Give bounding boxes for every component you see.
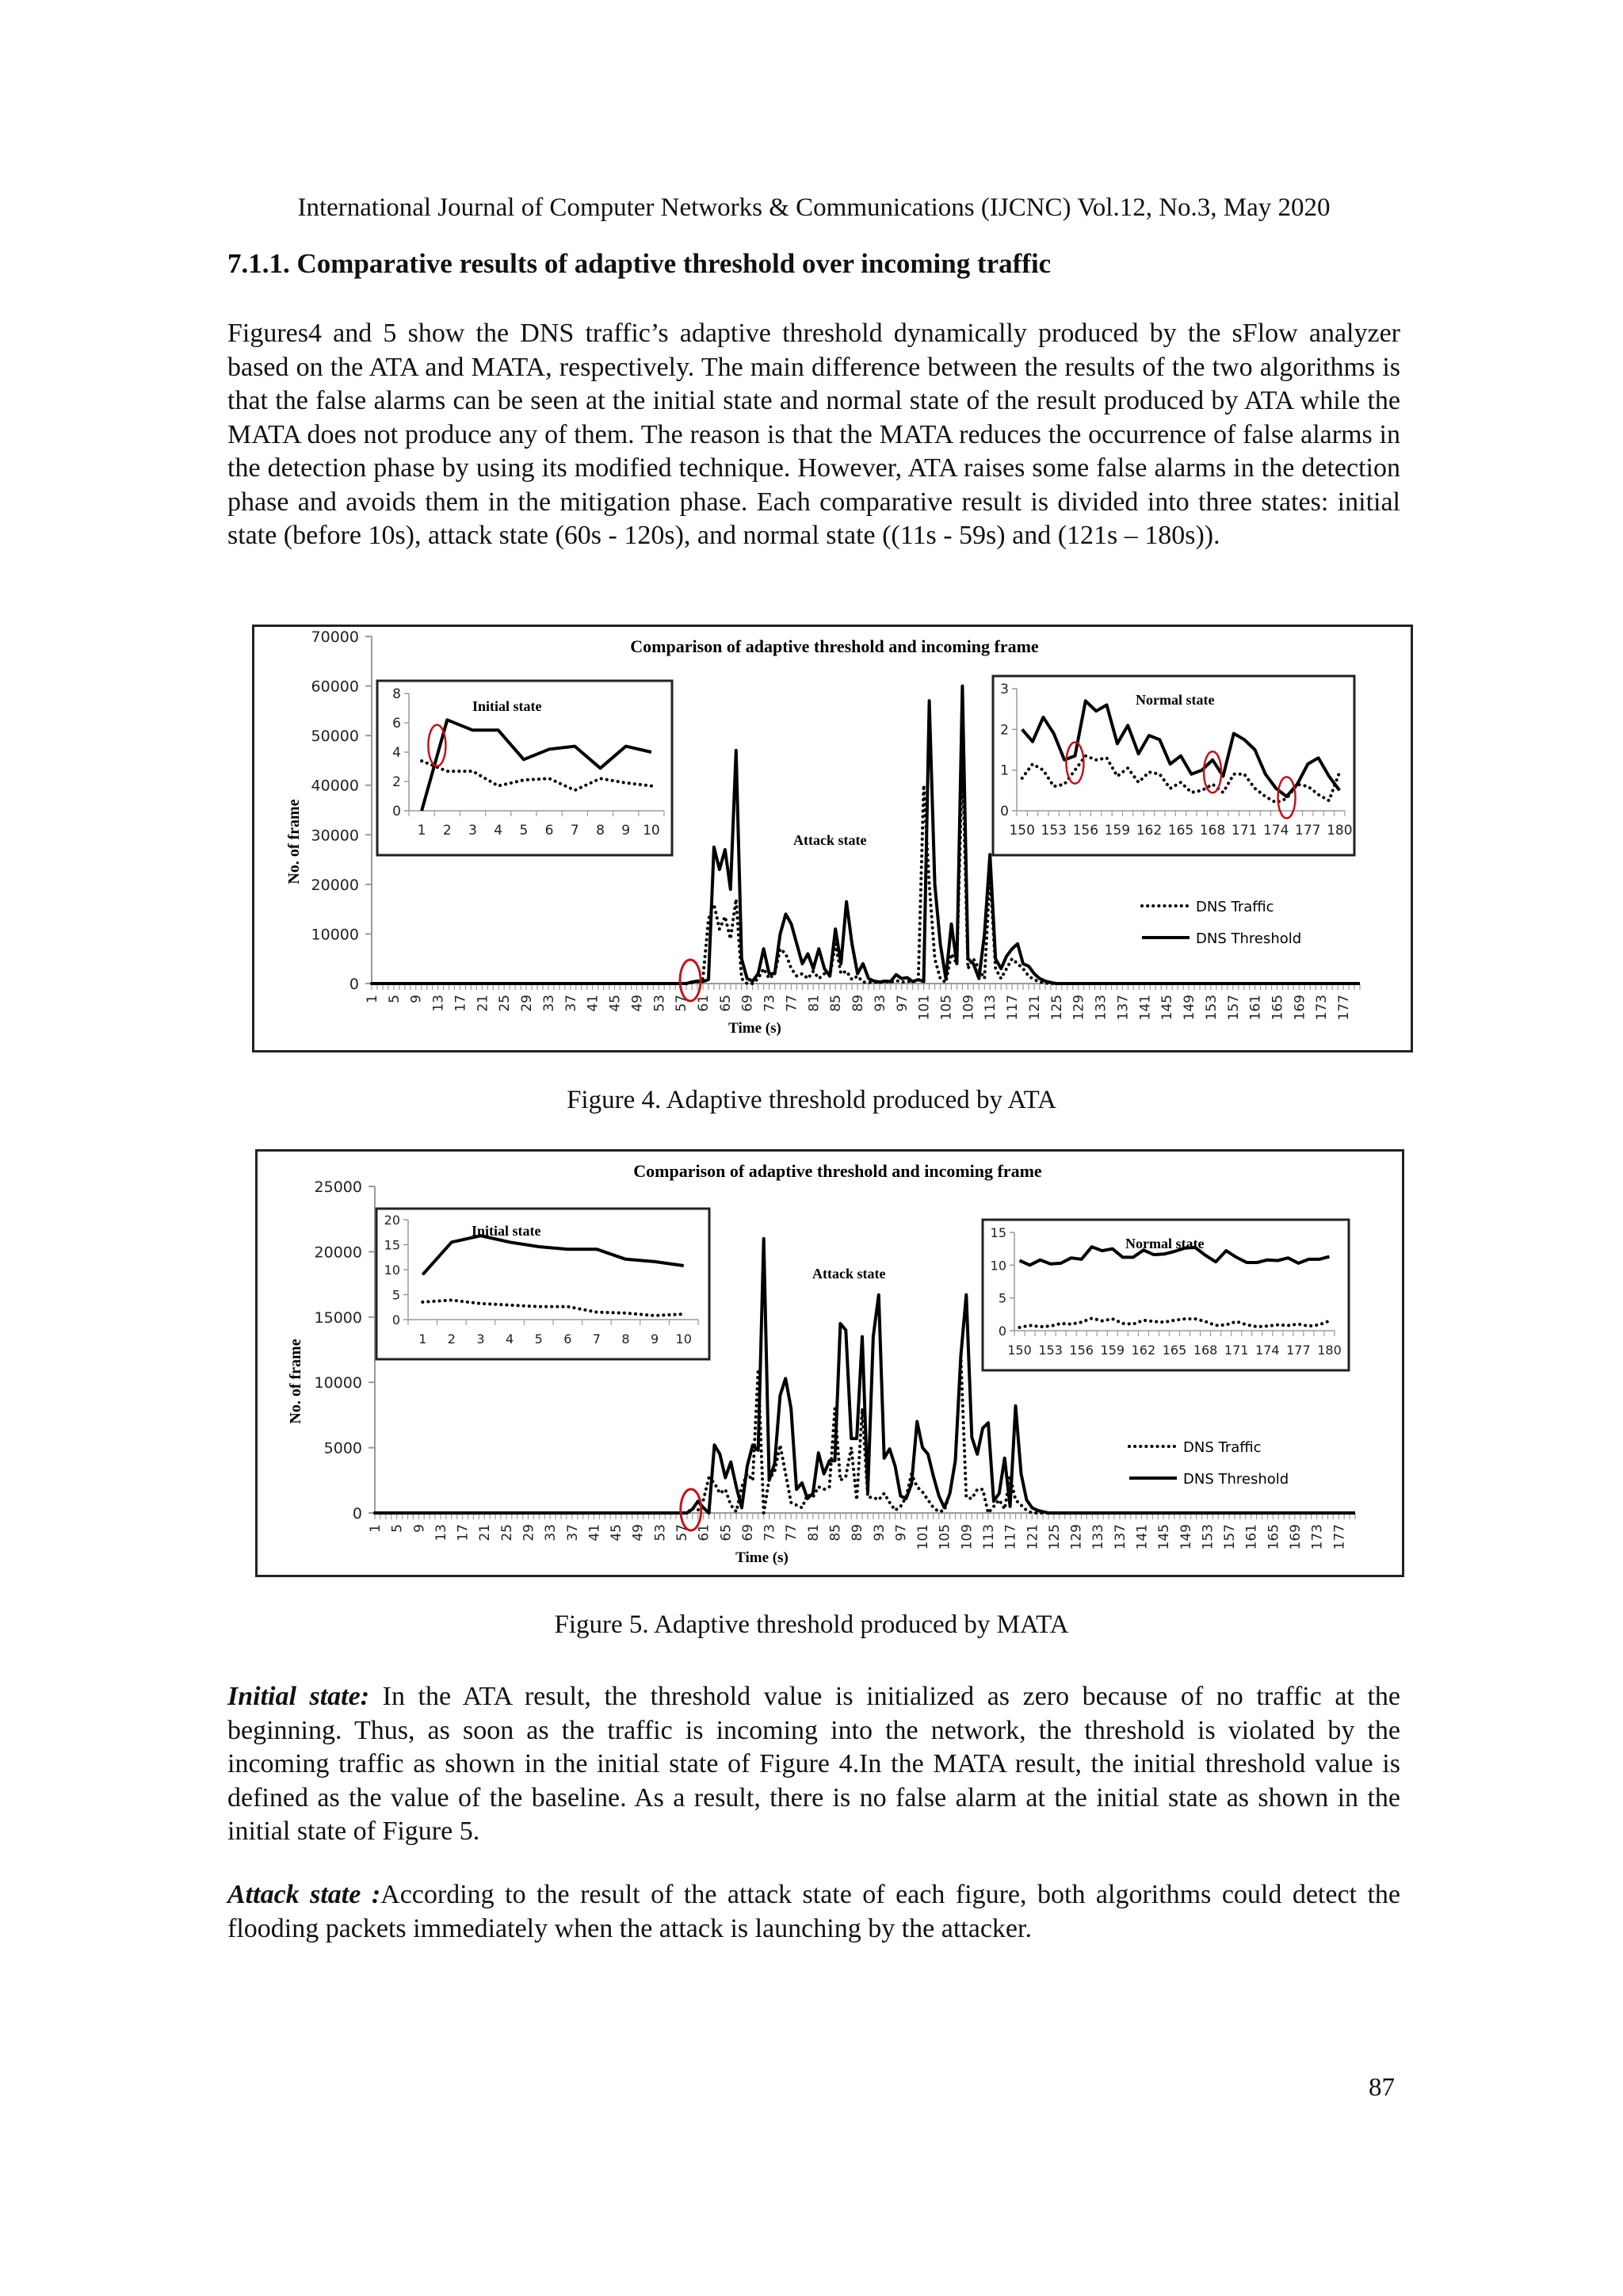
inset-x-tick-label: 7 [570, 823, 579, 839]
y-tick-label: 10000 [314, 1374, 362, 1392]
x-tick-label: 57 [674, 1524, 690, 1541]
y-tick-label: 25000 [314, 1179, 362, 1196]
x-tick-label: 65 [717, 995, 734, 1012]
x-tick-label: 57 [674, 995, 690, 1012]
inset-x-tick-label: 162 [1136, 823, 1163, 839]
inset-x-tick-label: 7 [592, 1331, 601, 1347]
x-tick-label: 157 [1225, 995, 1242, 1021]
attack-state-label: Attack state : [227, 1880, 381, 1909]
inset-y-tick-label: 15 [384, 1237, 400, 1253]
x-tick-label: 101 [915, 1524, 932, 1550]
x-tick-label: 53 [651, 995, 668, 1012]
inset-x-tick-label: 168 [1199, 823, 1226, 839]
x-tick-label: 9 [411, 1524, 428, 1533]
inset-x-tick-label: 156 [1072, 823, 1099, 839]
x-tick-label: 169 [1292, 995, 1308, 1021]
x-tick-label: 149 [1178, 1524, 1194, 1550]
x-axis-label: Time (s) [735, 1549, 789, 1566]
inset-initial-state [377, 681, 672, 855]
chart-title: Comparison of adaptive threshold and incoming frame [630, 636, 1039, 656]
x-tick-label: 89 [850, 995, 867, 1012]
x-tick-label: 5 [389, 1524, 406, 1533]
x-tick-label: 13 [433, 1524, 449, 1541]
inset-x-tick-label: 168 [1193, 1343, 1218, 1358]
x-tick-label: 113 [980, 1524, 997, 1550]
inset-x-tick-label: 174 [1255, 1343, 1280, 1358]
x-tick-label: 109 [960, 995, 977, 1021]
x-tick-label: 97 [894, 995, 911, 1012]
x-tick-label: 105 [937, 1524, 953, 1550]
x-tick-label: 129 [1068, 1524, 1085, 1550]
x-tick-label: 93 [872, 995, 888, 1012]
inset-normal-state [983, 1220, 1349, 1370]
y-tick-label: 70000 [311, 628, 359, 646]
inset-x-tick-label: 177 [1286, 1343, 1311, 1358]
inset-x-tick-label: 153 [1041, 823, 1067, 839]
x-tick-label: 1 [368, 1524, 384, 1533]
x-tick-label: 165 [1270, 995, 1286, 1021]
x-tick-label: 13 [430, 995, 447, 1012]
inset-x-tick-label: 8 [596, 823, 605, 839]
inset-x-tick-label: 180 [1317, 1343, 1342, 1358]
figure-4-chart [252, 625, 1413, 1052]
x-tick-label: 25 [498, 1524, 515, 1541]
x-tick-label: 77 [784, 995, 800, 1012]
attack-state-text: According to the result of the attack state of each figure, both algorithms could detect the flooding packets immediately when the attack is launching by the attacker. [227, 1880, 1401, 1943]
x-tick-label: 77 [784, 1524, 800, 1541]
inset-y-tick-label: 20 [384, 1213, 400, 1228]
y-tick-label: 0 [349, 976, 359, 993]
inset-y-tick-label: 10 [384, 1263, 400, 1278]
x-tick-label: 17 [455, 1524, 472, 1541]
x-tick-label: 141 [1137, 995, 1154, 1021]
x-tick-label: 73 [762, 995, 778, 1012]
x-tick-label: 145 [1156, 1524, 1173, 1550]
inset-x-tick-label: 1 [417, 823, 426, 839]
inset-y-tick-label: 4 [392, 745, 401, 761]
inset-y-tick-label: 2 [392, 774, 401, 790]
x-tick-label: 49 [630, 1524, 647, 1541]
x-tick-label: 41 [586, 1524, 603, 1541]
x-tick-label: 157 [1222, 1524, 1239, 1550]
inset-x-tick-label: 159 [1100, 1343, 1125, 1358]
inset-title: Initial state [472, 698, 542, 714]
inset-title: Initial state [472, 1223, 541, 1239]
legend-traffic-label: DNS Traffic [1196, 899, 1274, 915]
inset-initial-state [376, 1209, 709, 1359]
page-number: 87 [1369, 2073, 1395, 2102]
inset-x-tick-label: 177 [1295, 823, 1321, 839]
x-tick-label: 85 [827, 1524, 844, 1541]
x-tick-label: 61 [696, 1524, 712, 1541]
x-tick-label: 149 [1182, 995, 1198, 1021]
inset-y-tick-label: 3 [1000, 682, 1009, 697]
inset-x-tick-label: 2 [447, 1331, 456, 1347]
x-tick-label: 169 [1287, 1524, 1304, 1550]
legend-threshold-label: DNS Threshold [1183, 1471, 1289, 1488]
x-tick-label: 153 [1200, 1524, 1216, 1550]
section-heading: 7.1.1. Comparative results of adaptive threshold over incoming traffic [227, 248, 1052, 279]
x-tick-label: 145 [1159, 995, 1176, 1021]
inset-x-tick-label: 174 [1262, 823, 1289, 839]
x-tick-label: 69 [739, 1524, 756, 1541]
x-tick-label: 153 [1203, 995, 1220, 1021]
x-tick-label: 109 [959, 1524, 976, 1550]
x-tick-label: 45 [607, 995, 624, 1012]
inset-y-tick-label: 8 [392, 686, 401, 702]
y-tick-label: 15000 [314, 1308, 362, 1327]
y-axis-label: No. of frame [287, 1339, 304, 1424]
x-tick-label: 81 [805, 1524, 822, 1541]
x-tick-label: 53 [652, 1524, 669, 1541]
inset-x-tick-label: 2 [442, 823, 452, 839]
y-tick-label: 60000 [311, 678, 359, 696]
y-tick-label: 0 [352, 1505, 362, 1522]
attack-state-label: Attack state [793, 832, 867, 848]
inset-x-tick-label: 5 [534, 1331, 543, 1347]
x-tick-label: 61 [695, 995, 712, 1012]
inset-x-tick-label: 3 [476, 1331, 485, 1347]
x-tick-label: 105 [938, 995, 955, 1021]
x-tick-label: 41 [585, 995, 601, 1012]
x-tick-label: 29 [521, 1524, 537, 1541]
x-tick-label: 93 [871, 1524, 888, 1541]
figure-4-plot [254, 627, 1411, 1050]
x-tick-label: 37 [563, 995, 579, 1012]
x-tick-label: 129 [1071, 995, 1087, 1021]
x-tick-label: 33 [540, 995, 557, 1012]
x-tick-label: 141 [1134, 1524, 1151, 1550]
x-tick-label: 101 [916, 995, 933, 1021]
x-tick-label: 81 [806, 995, 823, 1012]
x-tick-label: 85 [828, 995, 845, 1012]
inset-x-tick-label: 171 [1224, 1343, 1249, 1358]
inset-x-tick-label: 153 [1038, 1343, 1063, 1358]
inset-x-tick-label: 9 [621, 823, 631, 839]
inset-x-tick-label: 8 [621, 1331, 630, 1347]
x-tick-label: 161 [1247, 995, 1264, 1021]
x-tick-label: 69 [739, 995, 756, 1012]
inset-x-tick-label: 171 [1231, 823, 1258, 839]
x-tick-label: 97 [893, 1524, 910, 1541]
inset-y-tick-label: 0 [392, 804, 401, 819]
inset-y-tick-label: 6 [392, 716, 401, 732]
figure-5-chart [255, 1149, 1404, 1577]
inset-y-tick-label: 5 [998, 1290, 1006, 1306]
inset-x-tick-label: 10 [643, 823, 660, 839]
attack-state-paragraph [227, 1878, 1400, 1946]
inset-x-tick-label: 10 [675, 1331, 692, 1347]
inset-x-tick-label: 4 [494, 823, 503, 839]
inset-y-tick-label: 15 [990, 1225, 1006, 1240]
x-tick-label: 25 [497, 995, 514, 1012]
x-tick-label: 9 [408, 995, 425, 1003]
y-tick-label: 20000 [314, 1244, 362, 1262]
initial-state-paragraph [227, 1680, 1400, 1849]
x-tick-label: 121 [1025, 1524, 1041, 1550]
x-tick-label: 161 [1243, 1524, 1260, 1550]
inset-y-tick-label: 0 [1000, 804, 1009, 819]
inset-x-tick-label: 150 [1009, 823, 1035, 839]
running-header: International Journal of Computer Networks & Communications (IJCNC) Vol.12, No.3, May 2020 [297, 193, 1331, 222]
x-tick-label: 121 [1026, 995, 1043, 1021]
y-tick-label: 10000 [311, 926, 359, 944]
inset-y-tick-label: 1 [1000, 762, 1009, 779]
inset-title: Normal state [1136, 692, 1215, 708]
inset-y-tick-label: 0 [998, 1324, 1006, 1339]
inset-x-tick-label: 6 [544, 823, 554, 839]
x-tick-label: 173 [1314, 995, 1331, 1021]
x-tick-label: 125 [1048, 995, 1065, 1021]
inset-x-tick-label: 9 [651, 1331, 659, 1347]
inset-y-tick-label: 5 [391, 1287, 400, 1303]
x-tick-label: 65 [718, 1524, 735, 1541]
x-tick-label: 177 [1331, 1524, 1348, 1550]
x-tick-label: 117 [1005, 995, 1022, 1021]
y-tick-label: 30000 [311, 827, 359, 845]
inset-normal-state [993, 676, 1354, 855]
inset-x-tick-label: 4 [506, 1331, 514, 1347]
x-tick-label: 133 [1090, 1524, 1107, 1550]
x-tick-label: 137 [1112, 1524, 1128, 1550]
initial-state-label: Initial state: [227, 1682, 370, 1711]
inset-y-tick-label: 10 [990, 1258, 1006, 1274]
x-tick-label: 29 [519, 995, 536, 1012]
x-tick-label: 133 [1093, 995, 1109, 1021]
inset-x-tick-label: 165 [1162, 1343, 1187, 1358]
figure-4-caption: Figure 4. Adaptive threshold produced by ATA [567, 1086, 1056, 1114]
x-tick-label: 49 [629, 995, 646, 1012]
y-tick-label: 20000 [311, 876, 359, 894]
attack-state-label: Attack state [812, 1266, 886, 1282]
y-tick-label: 40000 [311, 777, 359, 795]
x-tick-label: 1 [365, 995, 380, 1003]
x-tick-label: 165 [1266, 1524, 1282, 1550]
x-tick-label: 21 [477, 1524, 494, 1541]
x-tick-label: 173 [1309, 1524, 1326, 1550]
x-tick-label: 5 [386, 995, 403, 1003]
x-tick-label: 137 [1115, 995, 1132, 1021]
figure-5-caption: Figure 5. Adaptive threshold produced by MATA [554, 1610, 1069, 1639]
figure-5-plot [258, 1152, 1402, 1575]
x-tick-label: 45 [609, 1524, 625, 1541]
x-tick-label: 17 [453, 995, 469, 1012]
inset-x-tick-label: 165 [1167, 823, 1194, 839]
x-tick-label: 37 [564, 1524, 581, 1541]
y-tick-label: 5000 [323, 1439, 362, 1457]
inset-x-tick-label: 180 [1327, 823, 1353, 839]
inset-y-tick-label: 2 [1000, 722, 1009, 739]
x-tick-label: 177 [1336, 995, 1353, 1021]
x-tick-label: 73 [762, 1524, 778, 1541]
chart-title: Comparison of adaptive threshold and incoming frame [633, 1161, 1042, 1181]
inset-x-tick-label: 6 [563, 1331, 572, 1347]
inset-x-tick-label: 150 [1007, 1343, 1032, 1358]
inset-x-tick-label: 5 [519, 823, 529, 839]
x-tick-label: 89 [850, 1524, 866, 1541]
y-tick-label: 50000 [311, 728, 359, 746]
inset-x-tick-label: 156 [1069, 1343, 1094, 1358]
inset-x-tick-label: 159 [1104, 823, 1131, 839]
x-tick-label: 33 [543, 1524, 559, 1541]
inset-y-tick-label: 0 [391, 1312, 400, 1328]
legend-traffic-label: DNS Traffic [1183, 1439, 1262, 1456]
x-tick-label: 21 [475, 995, 491, 1012]
x-tick-label: 113 [983, 995, 999, 1021]
inset-x-tick-label: 162 [1131, 1343, 1156, 1358]
intro-paragraph: Figures4 and 5 show the DNS traffic’s adaptive threshold dynamically produced by the sFlow analyzer based on the ATA and MATA, respectively. The main difference between the results of the two algorithms is that the false alarms can be seen at the initial state and normal state of the result produced by ATA while the MATA does not produce any of them. The reason is that the MATA reduces the occurrence of false alarms in the detection phase by using its modified technique. However, ATA raises some false alarms in the detection phase and avoids them in the mitigation phase. Each comparative result is divided into three states: initial state (before 10s), attack state (60s - 120s), and normal state ((11s - 59s) and (121s – 180s)). [227, 319, 1400, 550]
inset-x-tick-label: 3 [468, 823, 477, 839]
initial-state-text: In the ATA result, the threshold value is initialized as zero because of no traffic at the beginning. Thus, as soon as the traffic is incoming into the network, the threshold is violated by the incoming traffic as shown in the initial state of Figure 4.In the MATA result, the initial threshold value is defined as the value of the baseline. As a result, there is no false alarm at the initial state as shown in the initial state of Figure 5. [227, 1682, 1400, 1846]
x-axis-label: Time (s) [728, 1020, 781, 1037]
y-axis-label: No. of frame [285, 799, 303, 884]
inset-title: Normal state [1125, 1236, 1205, 1251]
legend-threshold-label: DNS Threshold [1196, 930, 1302, 947]
x-tick-label: 117 [1002, 1524, 1019, 1550]
x-tick-label: 125 [1046, 1524, 1063, 1550]
inset-x-tick-label: 1 [418, 1331, 427, 1347]
